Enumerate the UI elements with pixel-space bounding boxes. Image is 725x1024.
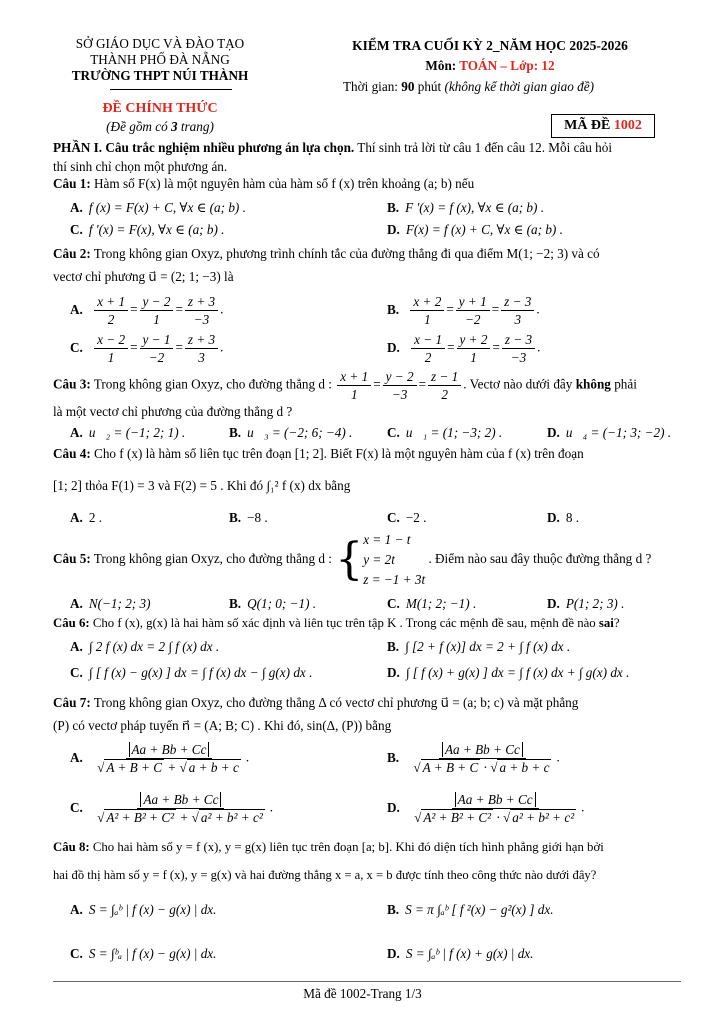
question-6: Câu 6: Cho f (x), g(x) là hai hàm số xác định và liên tục trên tập K . Trong các mệnh đề sau, mệnh đề nào sai? bbox=[53, 616, 620, 630]
q4-option-b[interactable]: B. −8 . bbox=[229, 510, 268, 525]
q8-option-b[interactable]: B. S = π ∫ₐᵇ [ f ²(x) − g²(x) ] dx. bbox=[387, 902, 554, 917]
header-left bbox=[40, 36, 280, 84]
q3-option-a[interactable]: A. u⃗₂ = (−1; 2; 1) . bbox=[70, 425, 186, 440]
q4-option-c[interactable]: C. −2 . bbox=[387, 510, 427, 525]
subject-value: TOÁN – Lớp: 12 bbox=[459, 58, 555, 73]
question-8: Câu 8: Cho hai hàm số y = f (x), y = g(x) liên tục trên đoạn [a; b]. Khi đó diện tích hình phẳng giới hạn bởi bbox=[53, 840, 604, 854]
q2-option-a[interactable]: A. $\frac{x + 1}{2}$ = $\frac{y - 2}{1}$ = $\frac{z + 3}{-3}$ . bbox=[70, 294, 224, 327]
part1-instruction: PHẦN I. Câu trắc nghiệm nhiều phương án lựa chọn. Thí sinh trả lời từ câu 1 đến câu 12. Mỗi câu hỏi thí sinh chỉ chọn một phương án. bbox=[53, 140, 613, 174]
q5-option-a[interactable]: A. N(−1; 2; 3) bbox=[70, 596, 151, 611]
q6-option-a[interactable]: A. ∫ 2 f (x) dx = 2 ∫ f (x) dx . bbox=[70, 639, 220, 654]
school-name: TRƯỜNG THPT NÚI THÀNH bbox=[71, 68, 249, 83]
q8-option-c[interactable]: C. S = ∫ᵇₐ | f (x) − g(x) | dx. bbox=[70, 946, 217, 961]
q1-option-a[interactable]: A. f (x) = F(x) + C, ∀x ∈ (a; b) . bbox=[70, 200, 246, 215]
official-label: ĐỀ CHÍNH THỨC bbox=[102, 101, 218, 116]
q4-option-a[interactable]: A. 2 . bbox=[70, 510, 103, 525]
question-4-line-2: [1; 2] thỏa F(1) = 3 và F(2) = 5 . Khi đó ∫₁² f (x) dx bằng bbox=[53, 478, 351, 493]
q4-option-d[interactable]: D. 8 . bbox=[547, 510, 580, 525]
header-underline bbox=[110, 89, 232, 90]
exam-code: 1002 bbox=[613, 118, 642, 133]
question-7: Câu 7: Trong không gian Oxyz, cho đường thẳng Δ có vectơ chỉ phương u⃗ = (a; b; c) và mặt phẳng bbox=[53, 695, 579, 710]
q3-option-b[interactable]: B. u⃗₃ = (−2; 6; −4) . bbox=[229, 425, 353, 440]
question-5: Câu 5: Trong không gian Oxyz, cho đường thẳng d : {x = 1 − t y = 2t z = −1 + 3t . Điểm nào sau đây thuộc đường thẳng d ? bbox=[53, 532, 652, 587]
q8-option-a[interactable]: A. S = ∫ₐᵇ | f (x) − g(x) | dx. bbox=[70, 902, 217, 917]
q2-option-b[interactable]: B. $\frac{x + 2}{1}$ = $\frac{y + 1}{-2}$ = $\frac{z - 3}{3}$ . bbox=[387, 294, 540, 327]
q5-option-c[interactable]: C. M(1; 2; −1) . bbox=[387, 596, 477, 611]
q6-option-b[interactable]: B. ∫ [2 + f (x)] dx = 2 + ∫ f (x) dx . bbox=[387, 639, 571, 654]
q7-option-c[interactable]: C. $\frac{Aa + Bb + Cc}{\text{√ A² + B² + C² + √ a² + b² + c²}}$ . bbox=[70, 792, 274, 825]
subject-line: Môn: TOÁN – Lớp: 12 bbox=[425, 58, 555, 73]
question-4: Câu 4: Cho f (x) là hàm số liên tục trên đoạn [1; 2]. Biết F(x) là một nguyên hàm của f (x) trên đoạn bbox=[53, 446, 584, 461]
page-footer: Mã đề 1002-Trang 1/3 bbox=[303, 986, 422, 1001]
q5-option-d[interactable]: D. P(1; 2; 3) . bbox=[547, 596, 625, 611]
question-3-line-2: là một vectơ chỉ phương của đường thẳng d ? bbox=[53, 404, 293, 419]
time-line: Thời gian: 90 phút (không kể thời gian giao đề) bbox=[343, 79, 594, 94]
q1-option-b[interactable]: B. F '(x) = f (x), ∀x ∈ (a; b) . bbox=[387, 200, 545, 215]
question-8-line-2: hai đồ thị hàm số y = f (x), y = g(x) và hai đường thẳng x = a, x = b được tính theo công thức nào dưới đây? bbox=[53, 868, 597, 882]
q3-option-d[interactable]: D. u⃗₄ = (−1; 3; −2) . bbox=[547, 425, 672, 440]
dept-line-1: SỞ GIÁO DỤC VÀ ĐÀO TẠO bbox=[75, 36, 245, 51]
time-value: 90 bbox=[401, 79, 415, 94]
q2-option-d[interactable]: D. $\frac{x - 1}{2}$ = $\frac{y + 2}{1}$ = $\frac{z - 3}{-3}$ . bbox=[387, 332, 541, 365]
exam-title: KIỂM TRA CUỐI KỲ 2_NĂM HỌC 2025-2026 bbox=[352, 38, 628, 53]
question-7-line-2: (P) có vectơ pháp tuyến n⃗ = (A; B; C) . Khi đó, sin(Δ, (P)) bằng bbox=[53, 718, 392, 733]
q8-option-d[interactable]: D. S = ∫ₐᵇ | f (x) + g(x) | dx. bbox=[387, 946, 534, 961]
q7-option-b[interactable]: B. $\frac{Aa + Bb + Cc}{√ A + B + C \cdot √ a + b + c}$ . bbox=[387, 742, 560, 775]
question-3: Câu 3: Trong không gian Oxyz, cho đường thẳng d : $\frac{x + 1}{1}$ = $\frac{y - 2}{-3}$ = $\frac{z - 1}{2}$ . Vectơ nào dưới đây không phải bbox=[53, 369, 637, 402]
q7-option-d[interactable]: D. $\frac{Aa + Bb + Cc}{\text{√ A² + B² + C² · √ a² + b² + c²}}$ . bbox=[387, 792, 585, 825]
exam-code-box: MÃ ĐỀ 1002 bbox=[551, 114, 655, 138]
dept-line-2: THÀNH PHỐ ĐÀ NẴNG bbox=[90, 52, 230, 67]
q6-option-d[interactable]: D. ∫ [ f (x) + g(x) ] dx = ∫ f (x) dx + ∫ g(x) dx . bbox=[387, 665, 630, 680]
q7-option-a[interactable]: A. $\frac{Aa + Bb + Cc}{√ A + B + C + √ a + b + c}$ . bbox=[70, 742, 250, 775]
q5-option-b[interactable]: B. Q(1; 0; −1) . bbox=[229, 596, 317, 611]
q6-option-c[interactable]: C. ∫ [ f (x) − g(x) ] dx = ∫ f (x) dx − ∫ g(x) dx . bbox=[70, 665, 313, 680]
pages-note: (Đề gồm có 3 trang) bbox=[106, 119, 214, 134]
part1-title: PHẦN I. Câu trắc nghiệm nhiều phương án lựa chọn. bbox=[53, 140, 355, 155]
q2-option-c[interactable]: C. $\frac{x - 2}{1}$ = $\frac{y - 1}{-2}$ = $\frac{z + 3}{3}$ . bbox=[70, 332, 224, 365]
question-2-line-2: vectơ chỉ phương u⃗ = (2; 1; −3) là bbox=[53, 269, 234, 284]
question-2: Câu 2: Trong không gian Oxyz, phương trình chính tắc của đường thẳng đi qua điểm M(1; −2; 3) và có bbox=[53, 246, 600, 261]
q1-option-c[interactable]: C. f '(x) = F(x), ∀x ∈ (a; b) . bbox=[70, 222, 225, 237]
question-1: Câu 1: Hàm số F(x) là một nguyên hàm của hàm số f (x) trên khoảng (a; b) nếu bbox=[53, 176, 475, 191]
pages-count: 3 bbox=[170, 119, 178, 134]
footer-divider bbox=[53, 981, 681, 982]
q1-option-d[interactable]: D. F(x) = f (x) + C, ∀x ∈ (a; b) . bbox=[387, 222, 563, 237]
q3-option-c[interactable]: C. u⃗₁ = (1; −3; 2) . bbox=[387, 425, 503, 440]
